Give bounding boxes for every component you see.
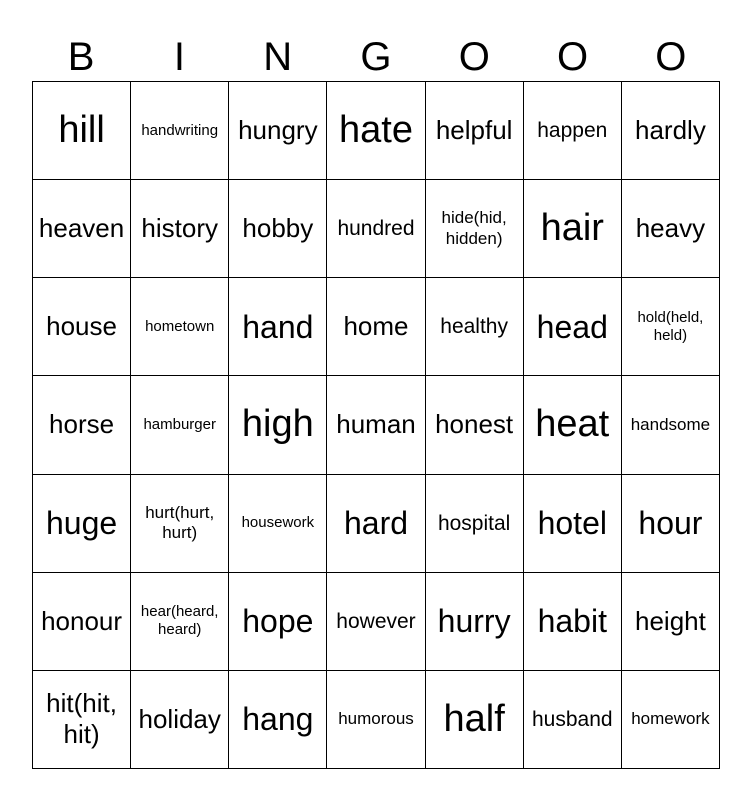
- bingo-cell[interactable]: [33, 573, 131, 671]
- bingo-cell[interactable]: [622, 180, 720, 278]
- bingo-cell[interactable]: [131, 573, 229, 671]
- bingo-cell[interactable]: [524, 376, 622, 474]
- header-letter-b: B: [67, 35, 95, 79]
- bingo-cell[interactable]: [229, 278, 327, 376]
- cell-word: hamburger: [143, 415, 216, 433]
- cell-word: hate: [339, 108, 413, 151]
- header-letter-o1: O: [458, 35, 490, 79]
- header-letter-n: N: [263, 35, 293, 79]
- cell-word: helpful: [435, 114, 513, 145]
- bingo-cell[interactable]: [426, 671, 524, 769]
- cell-word: hit(hit, hit): [46, 688, 117, 750]
- cell-word: human: [336, 409, 416, 440]
- bingo-cell[interactable]: [229, 475, 327, 573]
- cell-word: height: [635, 605, 706, 636]
- bingo-cell[interactable]: [327, 278, 425, 376]
- cell-word: hotel: [537, 504, 607, 541]
- cell-word: hometown: [145, 317, 215, 335]
- cell-word: however: [336, 609, 416, 633]
- bingo-cell[interactable]: [229, 82, 327, 180]
- cell-word: heaven: [38, 213, 125, 244]
- cell-word: hurt(hurt, hurt): [145, 502, 215, 543]
- bingo-cell[interactable]: [524, 82, 622, 180]
- bingo-cell[interactable]: [622, 82, 720, 180]
- cell-word: hurry: [437, 603, 511, 640]
- bingo-board: [32, 81, 720, 769]
- cell-word: hour: [638, 504, 703, 541]
- bingo-cell[interactable]: [229, 671, 327, 769]
- cell-word: healthy: [440, 315, 508, 339]
- bingo-cell[interactable]: [426, 376, 524, 474]
- bingo-cell[interactable]: [327, 671, 425, 769]
- cell-word: holiday: [138, 703, 221, 734]
- cell-word: honest: [435, 409, 514, 440]
- cell-word: husband: [531, 707, 613, 731]
- bingo-cell[interactable]: [426, 180, 524, 278]
- bingo-cell[interactable]: [131, 82, 229, 180]
- bingo-cell[interactable]: [33, 376, 131, 474]
- cell-word: hang: [242, 701, 314, 738]
- cell-word: heat: [535, 403, 610, 446]
- bingo-cell[interactable]: [622, 671, 720, 769]
- bingo-cell[interactable]: [524, 278, 622, 376]
- cell-word: history: [141, 213, 218, 244]
- cell-word: hard: [343, 504, 409, 541]
- cell-word: hand: [242, 308, 314, 345]
- cell-word: happen: [537, 118, 608, 142]
- cell-word: hold(held, held): [637, 308, 704, 344]
- bingo-cell[interactable]: [33, 180, 131, 278]
- cell-word: housework: [241, 514, 315, 532]
- bingo-cell[interactable]: [426, 475, 524, 573]
- cell-word: home: [343, 311, 409, 342]
- cell-word: head: [536, 308, 608, 345]
- bingo-cell[interactable]: [131, 180, 229, 278]
- cell-word: high: [241, 403, 314, 446]
- cell-word: hungry: [238, 114, 318, 145]
- bingo-cell[interactable]: [327, 82, 425, 180]
- cell-word: hide(hid, hidden): [441, 208, 507, 248]
- bingo-cell[interactable]: [622, 475, 720, 573]
- bingo-cell[interactable]: [524, 180, 622, 278]
- bingo-cell[interactable]: [131, 475, 229, 573]
- cell-word: homework: [631, 709, 710, 729]
- bingo-cell[interactable]: [524, 671, 622, 769]
- bingo-cell[interactable]: [622, 278, 720, 376]
- cell-word: handwriting: [141, 121, 219, 139]
- bingo-cell[interactable]: [131, 376, 229, 474]
- bingo-cell[interactable]: [229, 376, 327, 474]
- bingo-cell[interactable]: [33, 671, 131, 769]
- header-letter-o3: O: [655, 35, 687, 79]
- bingo-cell[interactable]: [426, 573, 524, 671]
- cell-word: hair: [540, 206, 604, 249]
- bingo-cell[interactable]: [229, 573, 327, 671]
- bingo-cell[interactable]: [327, 573, 425, 671]
- cell-word: house: [46, 311, 117, 342]
- cell-word: huge: [45, 504, 118, 541]
- cell-word: humorous: [338, 709, 414, 729]
- bingo-cell[interactable]: [131, 671, 229, 769]
- bingo-cell[interactable]: [327, 376, 425, 474]
- bingo-header: [32, 34, 720, 80]
- cell-word: hear(heard, heard): [140, 603, 219, 639]
- header-letter-g: G: [360, 35, 392, 79]
- bingo-cell[interactable]: [426, 82, 524, 180]
- cell-word: honour: [41, 605, 123, 636]
- header-letter-o2: O: [557, 35, 589, 79]
- bingo-cell[interactable]: [131, 278, 229, 376]
- bingo-cell[interactable]: [33, 278, 131, 376]
- cell-word: hope: [242, 603, 314, 640]
- cell-word: horse: [49, 409, 115, 440]
- cell-word: handsome: [630, 414, 711, 434]
- cell-word: hill: [58, 108, 105, 151]
- cell-word: hardly: [635, 114, 706, 145]
- cell-word: hospital: [437, 511, 511, 535]
- cell-word: habit: [537, 603, 607, 640]
- cell-word: hobby: [242, 213, 314, 244]
- cell-word: half: [443, 697, 505, 740]
- bingo-cell[interactable]: [33, 82, 131, 180]
- bingo-cell[interactable]: [622, 573, 720, 671]
- bingo-cell[interactable]: [524, 573, 622, 671]
- bingo-cell[interactable]: [33, 475, 131, 573]
- header-letter-i: I: [173, 35, 185, 79]
- bingo-cell[interactable]: [524, 475, 622, 573]
- bingo-cell[interactable]: [426, 278, 524, 376]
- bingo-cell[interactable]: [622, 376, 720, 474]
- cell-word: heavy: [635, 213, 706, 244]
- bingo-cell[interactable]: [327, 180, 425, 278]
- bingo-cell[interactable]: [327, 475, 425, 573]
- cell-word: hundred: [337, 217, 415, 241]
- bingo-cell[interactable]: [229, 180, 327, 278]
